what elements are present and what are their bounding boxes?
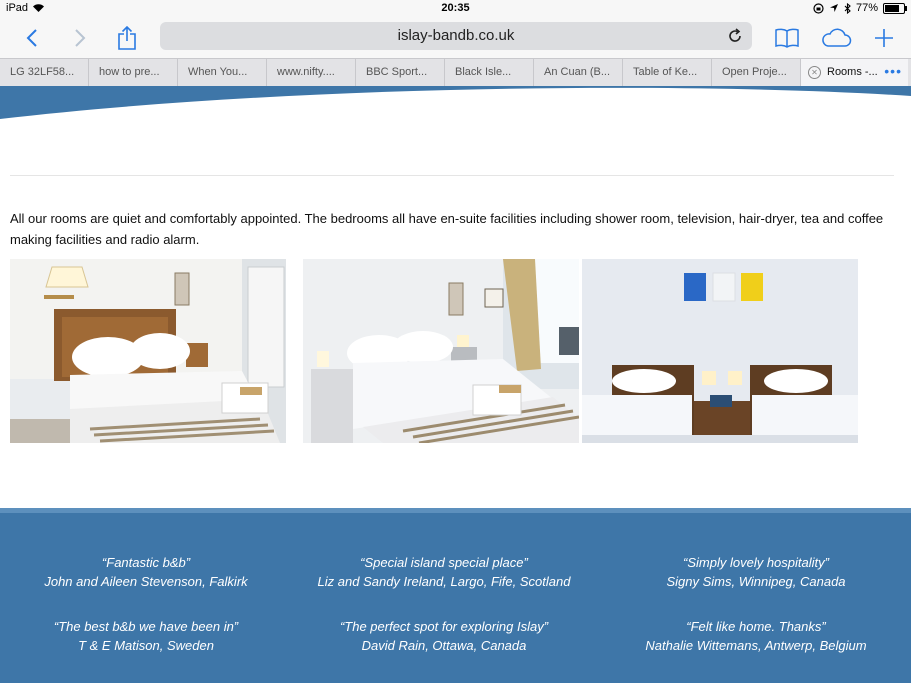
address-bar[interactable] [160,22,752,50]
back-button[interactable] [16,22,48,54]
location-arrow-icon [829,3,839,13]
tab[interactable]: how to pre... [89,59,178,86]
tab[interactable]: BBC Sport... [356,59,445,86]
tab[interactable]: Black Isle... [445,59,534,86]
testimonial-quote: “Felt like home. Thanks” [686,619,826,634]
testimonial-quote: “The best b&b we have been in” [53,619,239,634]
share-icon [118,26,136,50]
forward-button[interactable] [64,22,96,54]
tab[interactable]: LG 32LF58... [0,59,89,86]
tab[interactable]: Open Proje... [712,59,801,86]
chevron-right-icon [74,28,86,48]
new-tab-button[interactable] [868,22,900,54]
testimonial-quote: “The perfect spot for exploring Islay” [339,619,549,634]
testimonial-author: Nathalie Wittemans, Antwerp, Belgium [645,638,867,653]
testimonials-section [0,508,911,683]
testimonial-quote: “Special island special place” [360,555,528,570]
testimonial-author: Signy Sims, Winnipeg, Canada [666,574,846,589]
close-tab-icon[interactable]: ✕ [808,66,821,79]
tab[interactable]: Table of Ke... [623,59,712,86]
lock-rotation-icon [813,3,824,14]
testimonial [606,553,906,591]
testimonial-quote: “Fantastic b&b” [101,555,191,570]
double-bedroom-photo [10,259,286,443]
testimonial [294,617,594,655]
url-text: islay-bandb.co.uk [397,27,515,44]
header-banner [0,86,911,122]
tab-active-label: Rooms -... [827,66,878,78]
icloud-tabs-button[interactable] [820,22,852,54]
clock: 20:35 [441,2,470,14]
bookmarks-button[interactable] [771,22,803,54]
status-bar [0,0,911,18]
reload-icon[interactable] [726,27,744,45]
testimonial-column [0,553,296,681]
testimonial [0,553,296,591]
cloud-icon [820,28,852,48]
tab[interactable]: An Cuan (B... [534,59,623,86]
testimonial [0,617,296,655]
twin-bedroom-photo [582,259,858,443]
tab[interactable]: When You... [178,59,267,86]
tab-bar [0,58,911,87]
bluetooth-icon [844,3,851,14]
testimonial [606,617,906,655]
tab[interactable]: www.nifty.... [267,59,356,86]
chevron-left-icon [26,28,38,48]
rooms-description: All our rooms are quiet and comfortably appointed. The bedrooms all have en-suite facilities including shower room, television, hair-dryer, tea and coffee making facilities and radio alarm. [10,211,884,247]
divider [10,175,894,176]
testimonial-author: John and Aileen Stevenson, Falkirk [44,574,248,589]
share-button[interactable] [111,22,143,54]
device-name: iPad [6,2,29,14]
battery-percent: 77% [855,2,878,14]
testimonial-author: David Rain, Ottawa, Canada [361,638,527,653]
tab-active[interactable] [801,59,908,86]
battery-icon [883,3,905,14]
testimonial-column [606,553,906,681]
testimonial-author: Liz and Sandy Ireland, Largo, Fife, Scotland [317,574,571,589]
testimonial-column [294,553,594,681]
plus-icon [874,28,894,48]
testimonial-author: T & E Matison, Sweden [78,638,214,653]
double-bedroom-window-photo [303,259,579,443]
testimonial [294,553,594,591]
more-tabs-icon[interactable]: ••• [884,63,902,79]
browser-toolbar [0,18,911,58]
book-icon [775,28,799,48]
testimonial-quote: “Simply lovely hospitality” [683,555,829,570]
